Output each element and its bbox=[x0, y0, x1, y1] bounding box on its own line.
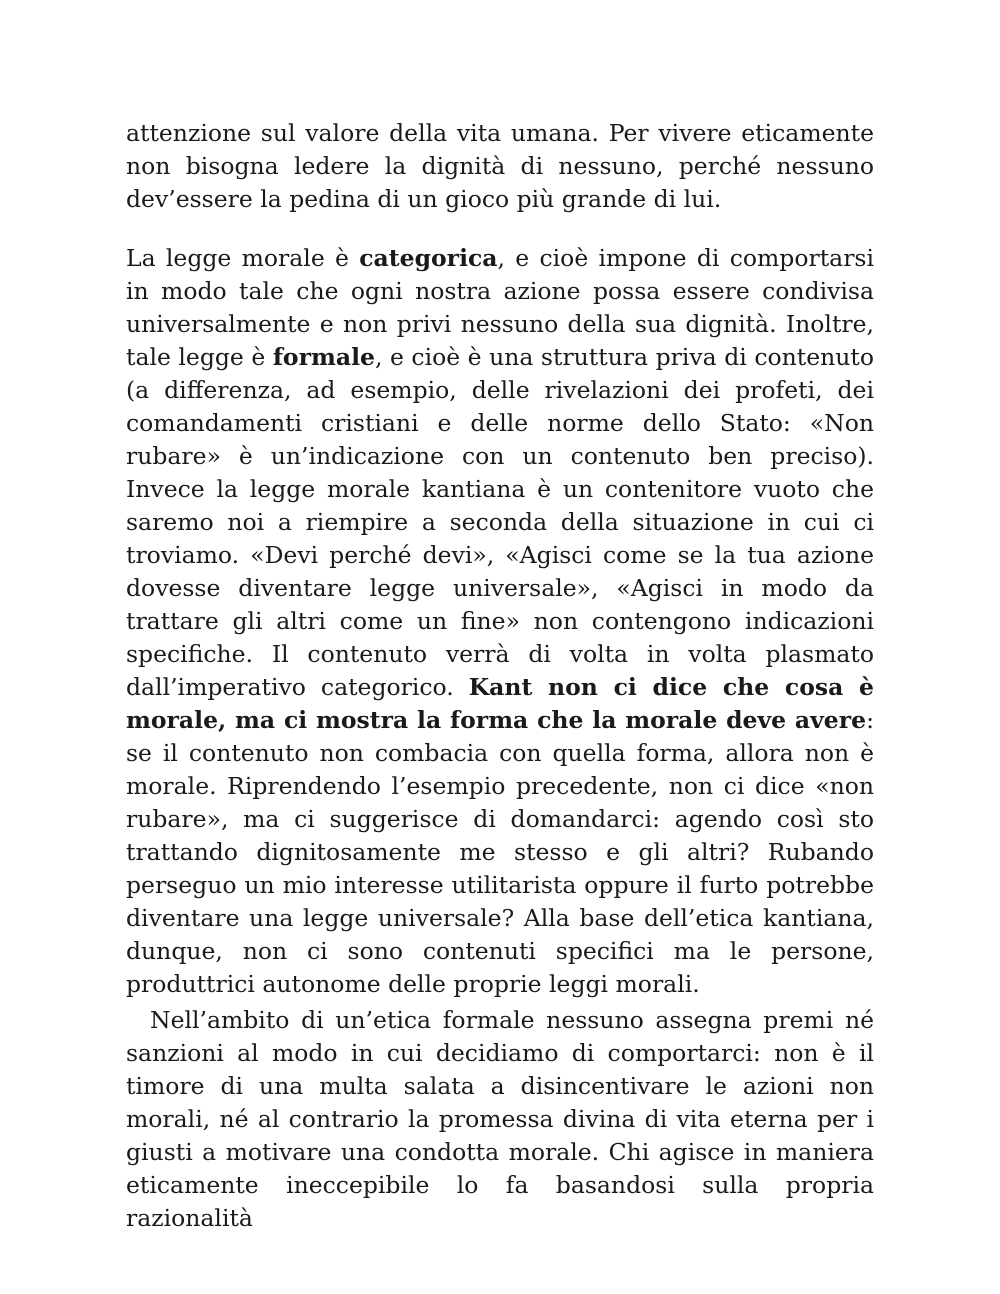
bold-statement: Kant non ci dice che cosa è morale, ma ci mostra la forma che la morale deve avere bbox=[126, 673, 874, 734]
text-run: , e cioè impone di comportarsi in modo tale che ogni nostra azione possa essere condivisa universalmente e non privi nessuno della sua dignità. Inoltre, tale legge è bbox=[126, 244, 874, 371]
paragraph bbox=[126, 242, 874, 1001]
text-run: La legge morale è bbox=[126, 244, 360, 272]
text-run: : se il contenuto non combacia con quella forma, allora non è morale. Riprendendo l’esempio precedente, non ci dice «non rubare», ma ci suggerisce di domandarci: agendo così sto trattando dignitosamente me stesso e gli altri? Rubando perseguo un mio interesse utilitarista oppure il furto potrebbe diventare una legge universale? Alla base dell’etica kantiana, dunque, non ci sono contenuti specifici ma le persone, produttrici autonome delle proprie leggi morali. bbox=[126, 706, 874, 998]
paragraph: Nell’ambito di un’etica formale nessuno assegna premi né sanzioni al modo in cui decidiamo di comportarci: non è il timore di una multa salata a disincentivare le azioni non morali, né al contrario la promessa divina di vita eterna per i giusti a motivare una condotta morale. Chi agisce in maniera eticamente ineccepibile lo fa basandosi sulla propria razionalità bbox=[126, 1006, 874, 1232]
bold-term: formale bbox=[272, 343, 375, 371]
bold-term: categorica bbox=[359, 244, 498, 272]
page-body bbox=[126, 117, 874, 1235]
paragraph: attenzione sul valore della vita umana. Per vivere eticamente non bisogna ledere la dignità di nessuno, perché nessuno dev’essere la pedina di un gioco più grande di lui. bbox=[126, 119, 874, 213]
text-run: , e cioè è una struttura priva di contenuto (a differenza, ad esempio, delle rivelazioni dei profeti, dei comandamenti cristiani e delle norme dello Stato: «Non rubare» è un’indicazione con un contenuto ben preciso). Invece la legge morale kantiana è un contenitore vuoto che saremo noi a riempire a seconda della situazione in cui ci troviamo. «Devi perché devi», «Agisci come se la tua azione dovesse diventare legge universale», «Agisci in modo da trattare gli altri come un fine» non contengono indicazioni specifiche. Il contenuto verrà di volta in volta plasmato dall’imperativo categorico. bbox=[126, 343, 874, 701]
